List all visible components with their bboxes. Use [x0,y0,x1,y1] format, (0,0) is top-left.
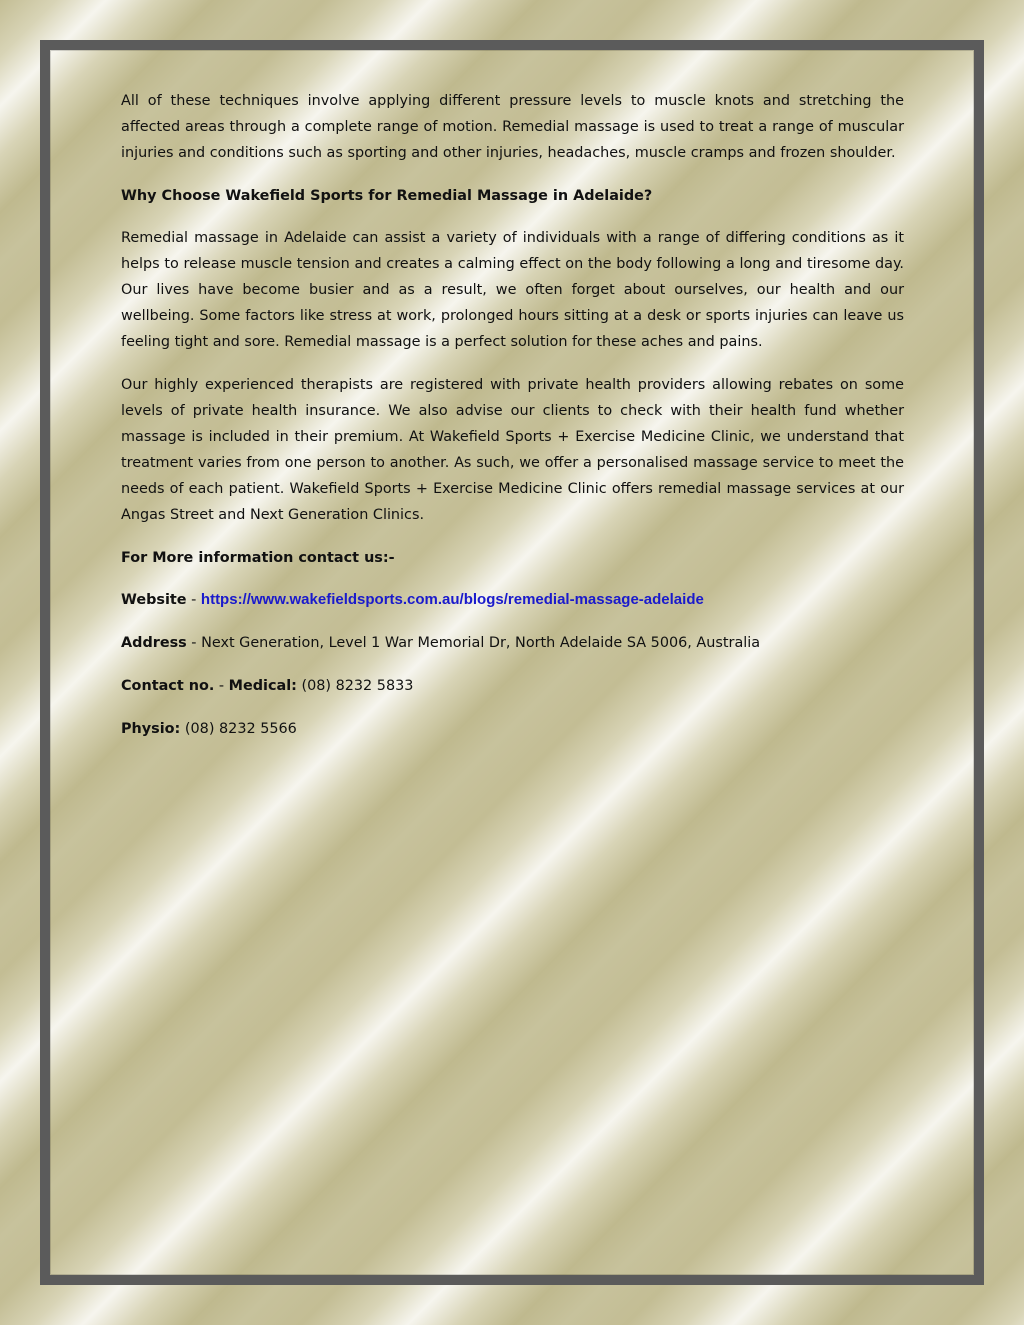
website-line [121,587,904,613]
physio-phone: (08) 8232 5566 [180,721,297,737]
website-label: Website [121,592,187,608]
intro-paragraph: All of these techniques involve applying different pressure levels to muscle knots and stretching the affected areas through a complete range of motion. Remedial massage is used to treat a range of muscular injuries and conditions such as sporting and other injuries, headaches, muscle cramps and frozen shoulder. [121,93,904,161]
physio-label: Physio: [121,721,181,737]
document-content [121,88,904,759]
contact-number-separator: - [214,678,229,694]
section-heading: Why Choose Wakefield Sports for Remedial Massage in Adelaide? [121,188,653,204]
address-label: Address [121,635,187,651]
medical-label: Medical: [228,678,297,694]
address-value: Next Generation, Level 1 War Memorial Dr, North Adelaide SA 5006, Australia [201,635,761,651]
website-link[interactable]: https://www.wakefieldsports.com.au/blogs/remedial-massage-adelaide [200,591,704,608]
website-separator: - [186,592,201,608]
address-line [121,630,904,656]
contact-heading: For More information contact us:- [121,550,395,566]
contact-number-label: Contact no. [121,678,215,694]
contact-number-line [121,673,904,699]
physio-line [121,716,904,742]
benefits-paragraph: Remedial massage in Adelaide can assist a variety of individuals with a range of differing conditions as it helps to release muscle tension and creates a calming effect on the body following a long and tiresome day. Our lives have become busier and as a result, we often forget about ourselves, our health and our wellbeing. Some factors like stress at work, prolonged hours sitting at a desk or sports injuries can leave us feeling tight and sore. Remedial massage is a perfect solution for these aches and pains. [121,230,904,350]
medical-phone: (08) 8232 5833 [296,678,414,694]
therapists-paragraph: Our highly experienced therapists are registered with private health providers allowing rebates on some levels of private health insurance. We also advise our clients to check with their health fund whether massage is included in their premium. At Wakefield Sports + Exercise Medicine Clinic, we understand that treatment varies from one person to another. As such, we offer a personalised massage service to meet the needs of each patient. Wakefield Sports + Exercise Medicine Clinic offers remedial massage services at our Angas Street and Next Generation Clinics. [121,377,904,523]
address-separator: - [186,635,202,651]
